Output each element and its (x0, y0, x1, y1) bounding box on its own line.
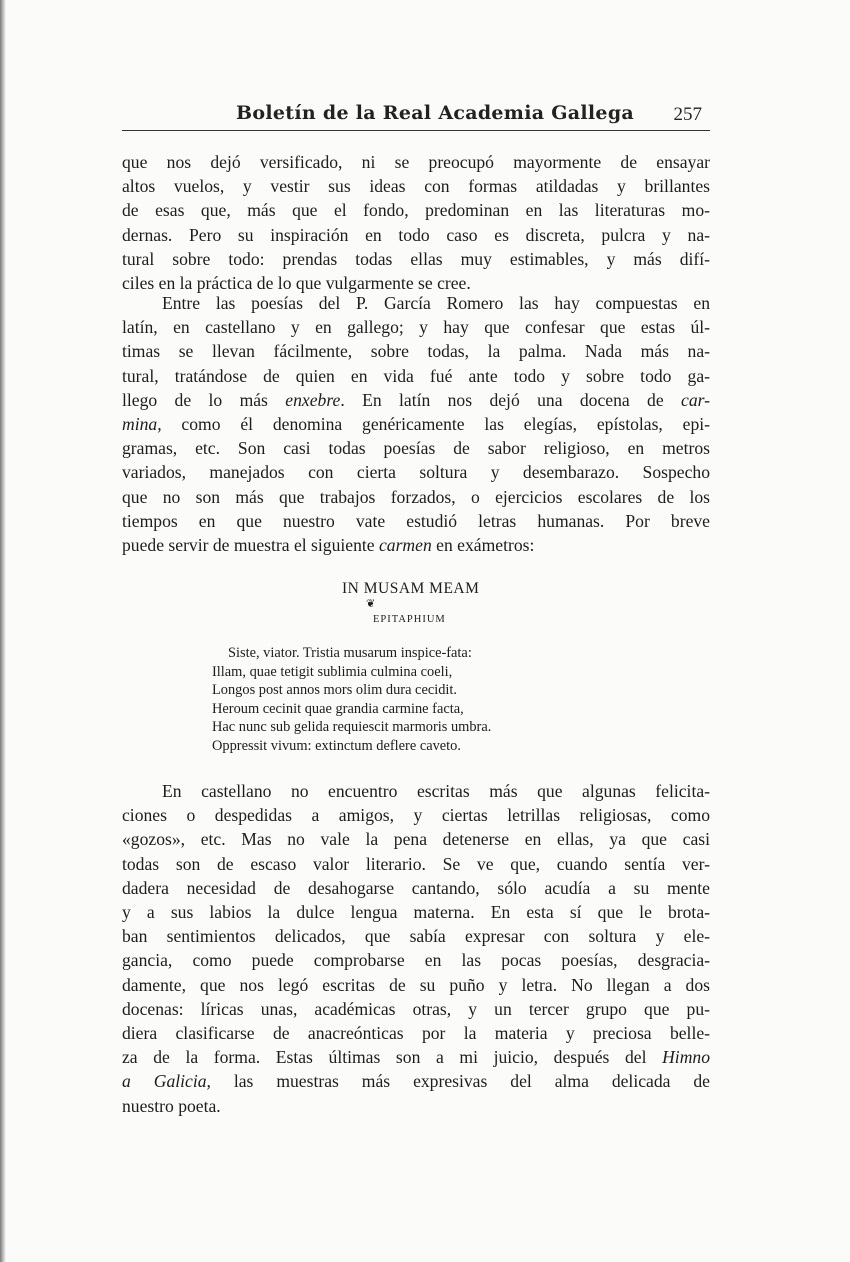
text-line (122, 1045, 710, 1069)
poem-verses (212, 644, 491, 755)
italic-term: mina, (122, 414, 162, 435)
poem-verse: Siste, viator. Tristia musarum inspice-fata: (228, 645, 472, 661)
text-run: puede servir de muestra el siguiente (122, 535, 375, 556)
page-header (122, 100, 710, 131)
text-line: ban sentimientos delicados, que sabía expresar con soltura y ele- (122, 926, 710, 947)
text-line: tural sobre todo: prendas todas ellas muy estimables, y más difí- (122, 248, 710, 269)
poem-verse: Illam, quae tetigit sublimia culmina coeli, (212, 663, 453, 680)
italic-term: car- (681, 389, 711, 410)
text-line: docenas: líricas unas, académicas otras, y un tercer grupo que pu- (122, 998, 710, 1019)
scan-edge (0, 0, 6, 1262)
text-line: que nos dejó versificado, ni se preocupó mayormente de ensayar (122, 152, 710, 172)
italic-term: enxebre (285, 389, 341, 410)
italic-term: carmen (378, 535, 432, 556)
text-line (122, 533, 710, 557)
text-line: dernas. Pero su inspiración en todo caso es discreta, pulcra y na- (122, 224, 710, 245)
paragraph-3 (122, 779, 710, 1118)
poem-verse: Longos post annos mors olim dura cecidit. (212, 682, 458, 698)
text-run: . En latín nos dejó una docena de (340, 389, 664, 410)
text-run: za de la forma. Estas últimas son a mi juicio, después del (122, 1047, 647, 1068)
poem-title: IN MUSAM MEAM (342, 580, 480, 597)
paragraph-1 (122, 150, 710, 295)
text-line: Entre las poesías del P. García Romero las hay compuestas en (162, 293, 710, 313)
italic-term: Himno (662, 1047, 710, 1068)
text-line: damente, que nos legó escritas de su puño y letra. No llegan a dos (122, 974, 710, 995)
running-title: Boletín de la Real Academia Gallega (236, 102, 635, 124)
text-line (122, 412, 710, 436)
paragraph-2 (122, 291, 710, 557)
text-run: en exámetros: (436, 535, 535, 556)
text-line: tural, tratándose de quien en vida fué ante todo y sobre todo ga- (122, 365, 710, 386)
poem-verse: Oppressit vivum: extinctum deflere caveto. (212, 737, 461, 754)
text-line: timas se llevan fácilmente, sobre todas, la palma. Nada más na- (122, 341, 710, 362)
text-line: diera clasificarse de anacreónticas por la materia y preciosa belle- (122, 1023, 710, 1044)
ornament-icon: ❦ (366, 598, 376, 610)
text-line: «gozos», etc. Mas no vale la pena detenerse en ellas, ya que casi (122, 829, 710, 850)
text-run: como él denomina genéricamente las elegías, epístolas, epi- (181, 414, 710, 435)
text-line: que no son más que trabajos forzados, o ejercicios escolares de los (122, 486, 710, 507)
text-line: ciles en la práctica de lo que vulgarmente se cree. (122, 273, 471, 294)
text-run: llego de lo más (122, 389, 268, 410)
text-line: y a sus labios la dulce lengua materna. En esta sí que le brota- (122, 902, 710, 923)
text-run: las muestras más expresivas del alma delicada de (233, 1071, 710, 1092)
text-line: latín, en castellano y en gallego; y hay que confesar que estas úl- (122, 317, 710, 338)
text-line (122, 388, 710, 412)
poem-verse: Heroum cecinit quae grandia carmine facta, (212, 700, 464, 717)
text-line: En castellano no encuentro escritas más que algunas felicita- (162, 781, 710, 801)
italic-term: a Galicia, (122, 1071, 211, 1092)
text-line: gancia, como puede comprobarse en las pocas poesías, desgracia- (122, 950, 710, 971)
text-line: de esas que, más que el fondo, predominan en las literaturas mo- (122, 200, 710, 221)
text-line: nuestro poeta. (122, 1095, 221, 1116)
text-line (122, 1069, 710, 1093)
text-line: variados, manejados con cierta soltura y desembarazo. Sospecho (122, 462, 710, 483)
poem-subtitle: EPITAPHIUM (373, 614, 446, 625)
text-line: gramas, etc. Son casi todas poesías de sabor religioso, en metros (122, 438, 710, 459)
text-line: tiempos en que nuestro vate estudió letras humanas. Por breve (122, 510, 710, 531)
page-number: 257 (673, 104, 702, 125)
text-line: ciones o despedidas a amigos, y ciertas letrillas religiosas, como (122, 805, 710, 826)
text-line: altos vuelos, y vestir sus ideas con formas atildadas y brillantes (122, 176, 710, 197)
poem-verse: Hac nunc sub gelida requiescit marmoris umbra. (212, 719, 492, 735)
text-line: dadera necesidad de desahogarse cantando, sólo acudía a su mente (122, 877, 710, 898)
text-line: todas son de escaso valor literario. Se ve que, cuando sentía ver- (122, 853, 710, 874)
